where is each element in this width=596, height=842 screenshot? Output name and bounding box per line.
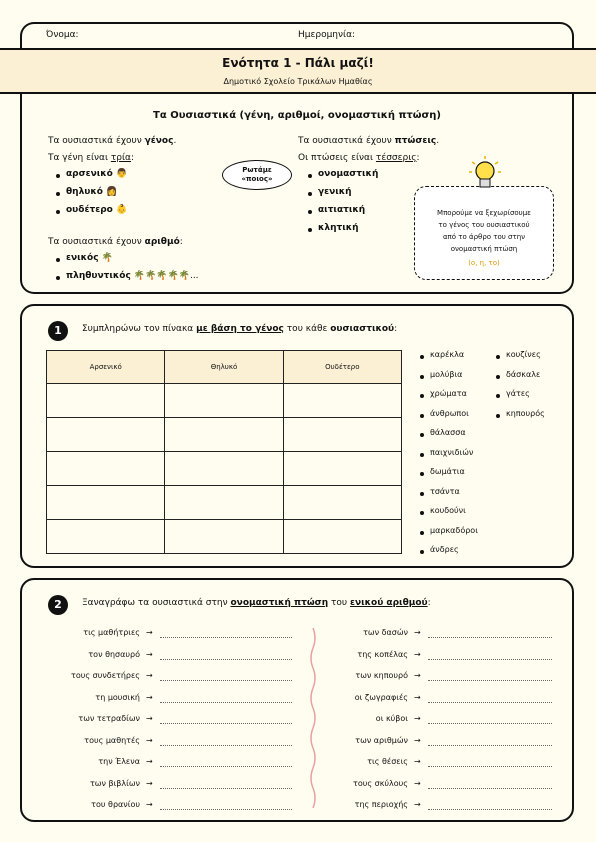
answer-cell[interactable]	[283, 384, 401, 418]
answer-cell[interactable]	[47, 452, 165, 486]
gender-table	[46, 350, 402, 554]
answer-cell[interactable]	[283, 452, 401, 486]
word-item: δωμάτια	[430, 467, 465, 476]
right-word: τους σκύλους	[353, 778, 408, 788]
left-word: τη μουσική	[95, 692, 140, 702]
left-word: τους συνδετήρες	[71, 671, 140, 680]
answer-line[interactable]	[428, 766, 552, 767]
arrow-icon: →	[414, 757, 421, 766]
gender-line: Τα ουσιαστικά έχουν γένος.	[48, 136, 177, 146]
answer-line[interactable]	[428, 723, 552, 724]
theory-title: Τα Ουσιαστικά (γένη, αριθμοί, ονομαστική πτώση)	[153, 110, 441, 121]
school-subtitle: Δημοτικό Σχολείο Τρικάλων Ημαθίας	[223, 77, 373, 86]
right-word: τις θέσεις	[367, 757, 408, 766]
answer-cell[interactable]	[283, 486, 401, 520]
word-item: θάλασσα	[430, 428, 466, 437]
case-item: ονομαστική	[318, 169, 379, 179]
answer-line[interactable]	[428, 788, 552, 789]
genders-line: Τα γένη είναι τρία:	[48, 153, 135, 163]
answer-line[interactable]	[428, 680, 552, 681]
answer-cell[interactable]	[165, 418, 283, 452]
tip-box: Μπορούμε να ξεχωρίσουμε το γένος του ουσιαστικού από το άρθρο του στην ονομαστική πτώση (ο, η, το)	[414, 186, 554, 280]
left-word: των βιβλίων	[89, 778, 140, 788]
right-word: των κηπουρό	[355, 671, 408, 680]
theory-box	[20, 94, 574, 294]
answer-line[interactable]	[160, 702, 292, 703]
arrow-icon: →	[146, 692, 153, 702]
answer-line[interactable]	[160, 788, 292, 789]
wavy-divider	[308, 628, 318, 808]
lightbulb-icon	[468, 154, 502, 194]
word-item: κουδούνι	[430, 506, 466, 515]
arrow-icon: →	[414, 628, 421, 637]
arrow-icon: →	[414, 692, 421, 702]
word-item: παιχνιδιών	[430, 448, 474, 457]
gender-neuter: ουδέτερο 👶	[66, 205, 128, 215]
arrow-icon: →	[414, 800, 421, 809]
cases-line: Τα ουσιαστικά έχουν πτώσεις.	[298, 136, 440, 146]
answer-cell[interactable]	[47, 486, 165, 520]
left-word: τις μαθήτριες	[83, 628, 140, 637]
case-item: κλητική	[318, 223, 359, 233]
right-word: των δασών	[363, 628, 408, 637]
answer-line[interactable]	[160, 766, 292, 767]
exercise1-number: 1	[48, 321, 68, 341]
cases-count-line: Οι πτώσεις είναι τέσσερις:	[298, 153, 420, 163]
word-item: μολύβια	[430, 370, 463, 379]
gender-feminine: θηλυκό 👩	[66, 187, 118, 197]
answer-cell[interactable]	[47, 384, 165, 418]
right-word: οι ζωγραφιές	[354, 692, 408, 702]
answer-line[interactable]	[160, 659, 292, 660]
arrow-icon: →	[414, 714, 421, 723]
arrow-icon: →	[146, 714, 153, 723]
word-item: μαρκαδόροι	[430, 526, 478, 535]
word-item: κουζίνες	[506, 350, 541, 359]
answer-cell[interactable]	[283, 520, 401, 554]
answer-cell[interactable]	[165, 452, 283, 486]
case-item: γενική	[318, 187, 352, 197]
word-item: καρέκλα	[430, 350, 465, 359]
name-label: Όνομα:	[46, 30, 79, 40]
arrow-icon: →	[146, 671, 153, 680]
word-item: χρώματα	[430, 389, 467, 398]
left-word: του θρανίου	[91, 800, 140, 809]
answer-line[interactable]	[428, 745, 552, 746]
exercise2-box	[20, 578, 574, 822]
answer-line[interactable]	[160, 637, 292, 638]
arrow-icon: →	[146, 800, 153, 809]
word-item: τσάντα	[430, 487, 460, 496]
gender-masculine: αρσενικό 👨	[66, 169, 128, 179]
answer-cell[interactable]	[165, 384, 283, 418]
arrow-icon: →	[146, 628, 153, 637]
left-word: τον θησαυρό	[88, 649, 140, 659]
number-plural: πληθυντικός 🌴🌴🌴🌴🌴...	[66, 271, 199, 281]
word-item: άνθρωποι	[430, 409, 469, 418]
arrow-icon: →	[146, 735, 153, 745]
left-word: την Έλενα	[98, 757, 140, 766]
date-label: Ημερομηνία:	[298, 30, 356, 40]
word-item: γάτες	[506, 389, 530, 398]
case-item: αιτιατική	[318, 205, 366, 215]
arrow-icon: →	[414, 649, 421, 659]
number-singular: ενικός 🌴	[66, 253, 113, 263]
answer-cell[interactable]	[165, 486, 283, 520]
word-item: άνδρες	[430, 545, 459, 554]
number-line: Τα ουσιαστικά έχουν αριθμό:	[48, 237, 183, 247]
answer-cell[interactable]	[47, 418, 165, 452]
word-item: δάσκαλε	[506, 370, 541, 379]
speech-bubble: Ρωτάμε «ποιος»	[222, 160, 292, 190]
answer-line[interactable]	[160, 680, 292, 681]
col-masculine: Αρσενικό	[47, 351, 165, 384]
left-word: τους μαθητές	[84, 735, 140, 745]
arrow-icon: →	[146, 649, 153, 659]
exercise1-box	[20, 304, 574, 568]
title-band	[0, 48, 596, 94]
right-word: των αριθμών	[355, 735, 408, 745]
exercise2-number: 2	[48, 595, 68, 615]
arrow-icon: →	[146, 757, 153, 766]
right-word: της κοπέλας	[357, 649, 408, 659]
answer-line[interactable]	[160, 723, 292, 724]
exercise2-instruction: Ξαναγράφω τα ουσιαστικά στην ονομαστική πτώση του ενικού αριθμού:	[82, 598, 431, 608]
answer-line[interactable]	[160, 745, 292, 746]
answer-cell[interactable]	[47, 520, 165, 554]
arrow-icon: →	[414, 735, 421, 745]
exercise1-instruction: Συμπληρώνω τον πίνακα με βάση το γένος του κάθε ουσιαστικού:	[82, 324, 398, 334]
answer-cell[interactable]	[283, 418, 401, 452]
answer-line[interactable]	[428, 702, 552, 703]
unit-title: Ενότητα 1 - Πάλι μαζί!	[222, 56, 374, 70]
word-item: κηπουρός	[506, 409, 545, 418]
arrow-icon: →	[414, 671, 421, 680]
header-name-box	[20, 22, 574, 48]
answer-line[interactable]	[428, 809, 552, 810]
col-neuter: Ουδέτερο	[283, 351, 401, 384]
arrow-icon: →	[146, 778, 153, 788]
answer-line[interactable]	[428, 637, 552, 638]
arrow-icon: →	[414, 778, 421, 788]
right-word: οι κύβοι	[375, 714, 408, 723]
right-word: της περιοχής	[354, 800, 408, 809]
col-feminine: Θηλυκό	[165, 351, 283, 384]
answer-line[interactable]	[160, 809, 292, 810]
left-word: των τετραδίων	[78, 714, 140, 723]
answer-line[interactable]	[428, 659, 552, 660]
answer-cell[interactable]	[165, 520, 283, 554]
